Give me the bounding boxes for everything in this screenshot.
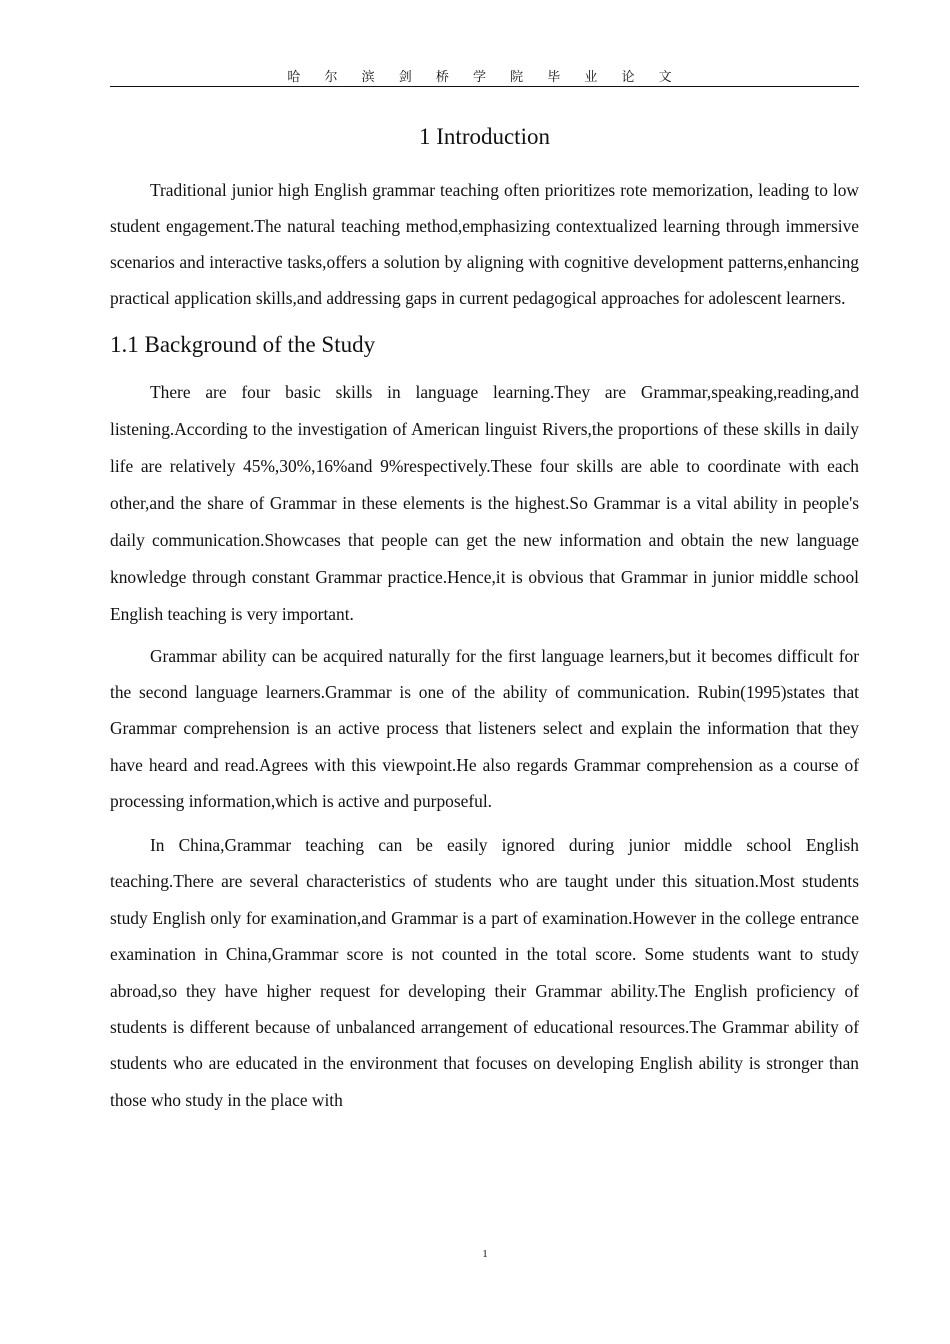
body-paragraph: There are four basic skills in language learning.They are Grammar,speaking,reading,and listening.According to the investigation of American linguist Rivers,the proportions of these skills in daily life are relatively 45%,30%,16%and 9%respectively.These four skills are able to coordinate with each other,and the share of Grammar in these elements is the highest.So Grammar is a vital ability in people's daily communication.Showcases that people can get the new information and obtain the new language knowledge through constant Grammar practice.Hence,it is obvious that Grammar in junior middle school English teaching is very important.	[110, 382, 859, 624]
document-body	[110, 120, 859, 1118]
header-rule	[110, 86, 859, 87]
page-header-title: 哈 尔 滨 剑 桥 学 院 毕 业 论 文	[287, 70, 682, 85]
chapter-title: 1 Introduction	[419, 124, 550, 149]
body-paragraph: In China,Grammar teaching can be easily ignored during junior middle school English teaching.There are several characteristics of students who are taught under this situation.Most students study English only for examination,and Grammar is a part of examination.However in the college entrance examination in China,Grammar score is not counted in the total score. Some students want to study abroad,so they have higher request for developing their Grammar ability.The English proficiency of students is different because of unbalanced arrangement of educational resources.The Grammar ability of students who are educated in the environment that focuses on developing English ability is stronger than those who study in the place with	[110, 835, 859, 1110]
section-title: 1.1 Background of the Study	[110, 332, 376, 357]
intro-paragraph: Traditional junior high English grammar teaching often prioritizes rote memorization, leading to low student engagement.The natural teaching method,emphasizing contextualized learning through immersive scenarios and interactive tasks,offers a solution by aligning with cognitive development patterns,enhancing practical application skills,and addressing gaps in current pedagogical approaches for adolescent learners.	[110, 180, 859, 308]
body-paragraph: Grammar ability can be acquired naturally for the first language learners,but it becomes difficult for the second language learners.Grammar is one of the ability of communication. Rubin(1995)states that Grammar comprehension is an active process that listeners select and explain the information that they have heard and read.Agrees with this viewpoint.He also regards Grammar comprehension as a course of processing information,which is active and purposeful.	[110, 646, 859, 811]
page-number: 1	[482, 1248, 488, 1260]
